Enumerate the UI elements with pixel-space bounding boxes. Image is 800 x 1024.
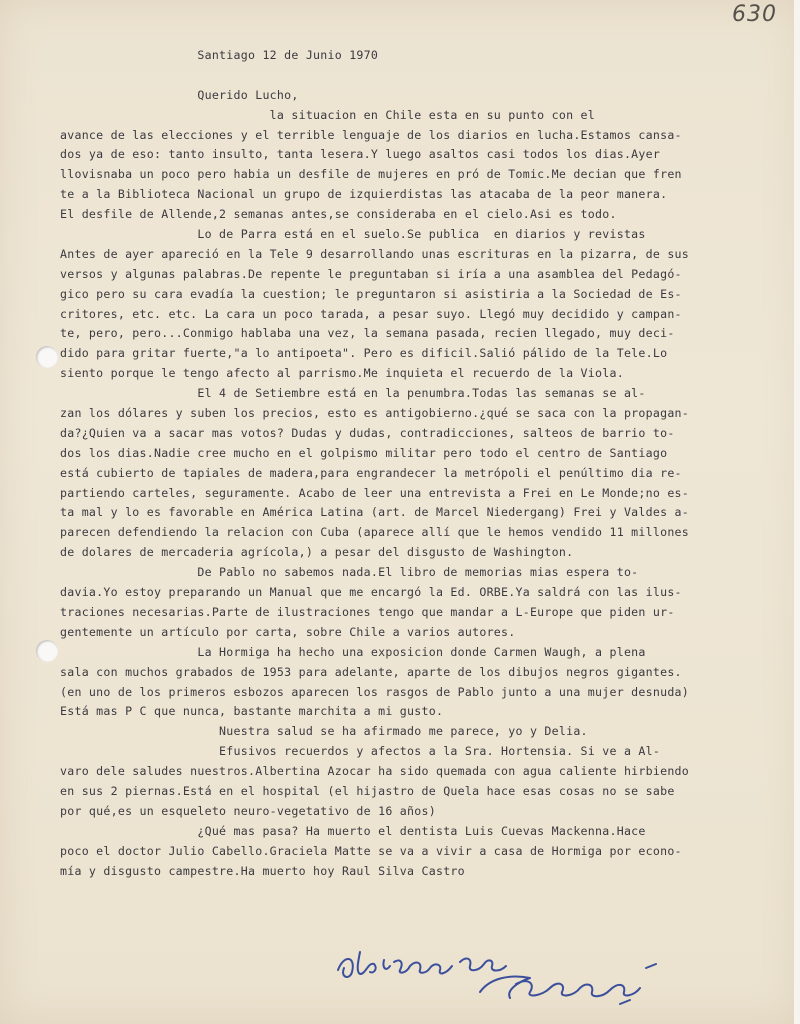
letter-line: gentemente un artículo por carta, sobre Chile a varios autores. <box>60 624 516 639</box>
page-number: 630 <box>732 2 777 27</box>
letter-line: la situacion en Chile esta en su punto con el <box>60 107 596 122</box>
letter-line: zan los dólares y suben los precios, esto es antigobierno.¿qué se saca con la propagan- <box>60 406 690 421</box>
letter-line: De Pablo no sabemos nada.El libro de memorias mias espera to- <box>60 565 639 580</box>
signature <box>330 948 670 1008</box>
letter-line: está cubierto de tapiales de madera,para engrandecer la metrópoli el penúltimo dia re- <box>60 465 682 480</box>
letter-line: te, pero, pero...Conmigo hablaba una vez, la semana pasada, recien llegado, muy deci- <box>60 326 675 341</box>
letter-line: poco el doctor Julio Cabello.Graciela Matte se va a vivir a casa de Hormiga por econo- <box>60 843 682 858</box>
letter-line: dos los dias.Nadie cree mucho en el golpismo militar pero todo el centro de Santiago <box>60 445 668 460</box>
letter-line: de dolares de mercaderia agrícola,) a pesar del disgusto de Washington. <box>60 545 574 560</box>
letter-line: La Hormiga ha hecho una exposicion donde Carmen Waugh, a plena <box>60 644 646 659</box>
letter-line: dos ya de eso: tanto insulto, tanta lesera.Y luego asaltos casi todos los dias.Ayer <box>60 147 661 162</box>
letter-line: Efusivos recuerdos y afectos a la Sra. Hortensia. Si ve a Al- <box>60 744 661 759</box>
letter-line: versos y algunas palabras.De repente le preguntaban si iría a una asamblea del Pedagó- <box>60 266 682 281</box>
letter-line: por qué,es un esqueleto neuro-vegetativo de 16 años) <box>60 803 436 818</box>
letter-line: critores, etc. etc. La cara un poco tarada, a pesar suyo. Llegó muy decidido y campan- <box>60 306 682 321</box>
letter-line: parecen defendiendo la relacion con Cuba (aparece allí que le hemos vendido 11 millones <box>60 525 690 540</box>
letter-line: varo dele saludes nuestros.Albertina Azocar ha sido quemada con agua caliente hirbiendo <box>60 764 690 779</box>
letter-line: Lo de Parra está en el suelo.Se publica en diarios y revistas <box>60 227 646 242</box>
letter-line: davia.Yo estoy preparando un Manual que me encargó la Ed. ORBE.Ya saldrá con las ilus- <box>60 585 682 600</box>
letter-line: Está mas P C que nunca, bastante marchita a mi gusto. <box>60 704 444 719</box>
letter-line: llovisnaba un poco pero habia un desfile de mujeres en pró de Tomic.Me decian que fren <box>60 167 682 182</box>
letter-line <box>60 66 800 86</box>
letter-line: ta mal y lo es favorable en América Latina (art. de Marcel Niedergang) Frei y Valdes a- <box>60 505 690 520</box>
letter-line: gico pero su cara evadía la cuestion; le preguntaron si asistiria a la Sociedad de Es- <box>60 286 682 301</box>
letter-line: El desfile de Allende,2 semanas antes,se consideraba en el cielo.Asi es todo. <box>60 207 617 222</box>
letter-line: ¿Qué mas pasa? Ha muerto el dentista Luis Cuevas Mackenna.Hace <box>60 823 646 838</box>
letter-line: te a la Biblioteca Nacional un grupo de izquierdistas las atacaba de la peor manera. <box>60 187 668 202</box>
letter-line: da?¿Quien va a sacar mas votos? Dudas y dudas, contradicciones, salteos de barrio to- <box>60 425 675 440</box>
letter-line: siento porque le tengo afecto al parrismo.Me inquieta el recuerdo de la Viola. <box>60 366 624 381</box>
letter-line: dido para gritar fuerte,"a lo antipoeta". Pero es dificil.Salió pálido de la Tele.Lo <box>60 346 668 361</box>
letter-line: Santiago 12 de Junio 1970 <box>60 48 379 62</box>
letter-line: mía y disgusto campestre.Ha muerto hoy Raul Silva Castro <box>60 863 465 878</box>
letter-line: Nuestra salud se ha afirmado me parece, yo y Delia. <box>60 724 588 739</box>
letter-line: El 4 de Setiembre está en la penumbra.Todas las semanas se al- <box>60 386 646 401</box>
letter-line: traciones necesarias.Parte de ilustraciones tengo que mandar a L-Europe que piden ur- <box>60 604 675 619</box>
letter-line: partiendo carteles, seguramente. Acabo de leer una entrevista a Frei en Le Monde;no es- <box>60 485 690 500</box>
letter-line: en sus 2 piernas.Está en el hospital (el hijastro de Quela hace esas cosas no se sabe <box>60 783 675 798</box>
punch-hole <box>36 346 58 368</box>
punch-hole <box>36 640 58 662</box>
letter-line: Querido Lucho, <box>60 87 299 102</box>
letter-line: Antes de ayer apareció en la Tele 9 desarrollando unas escrituras en la pizarra, de sus <box>60 246 690 261</box>
letter-line: avance de las elecciones y el terrible lenguaje de los diarios en lucha.Estamos cansa- <box>60 127 682 142</box>
letter-body <box>60 46 800 881</box>
letter-line: sala con muchos grabados de 1953 para adelante, aparte de los dibujos negros gigantes. <box>60 664 682 679</box>
letter-line: (en uno de los primeros esbozos aparecen los rasgos de Pablo junto a una mujer desnuda) <box>60 684 690 699</box>
